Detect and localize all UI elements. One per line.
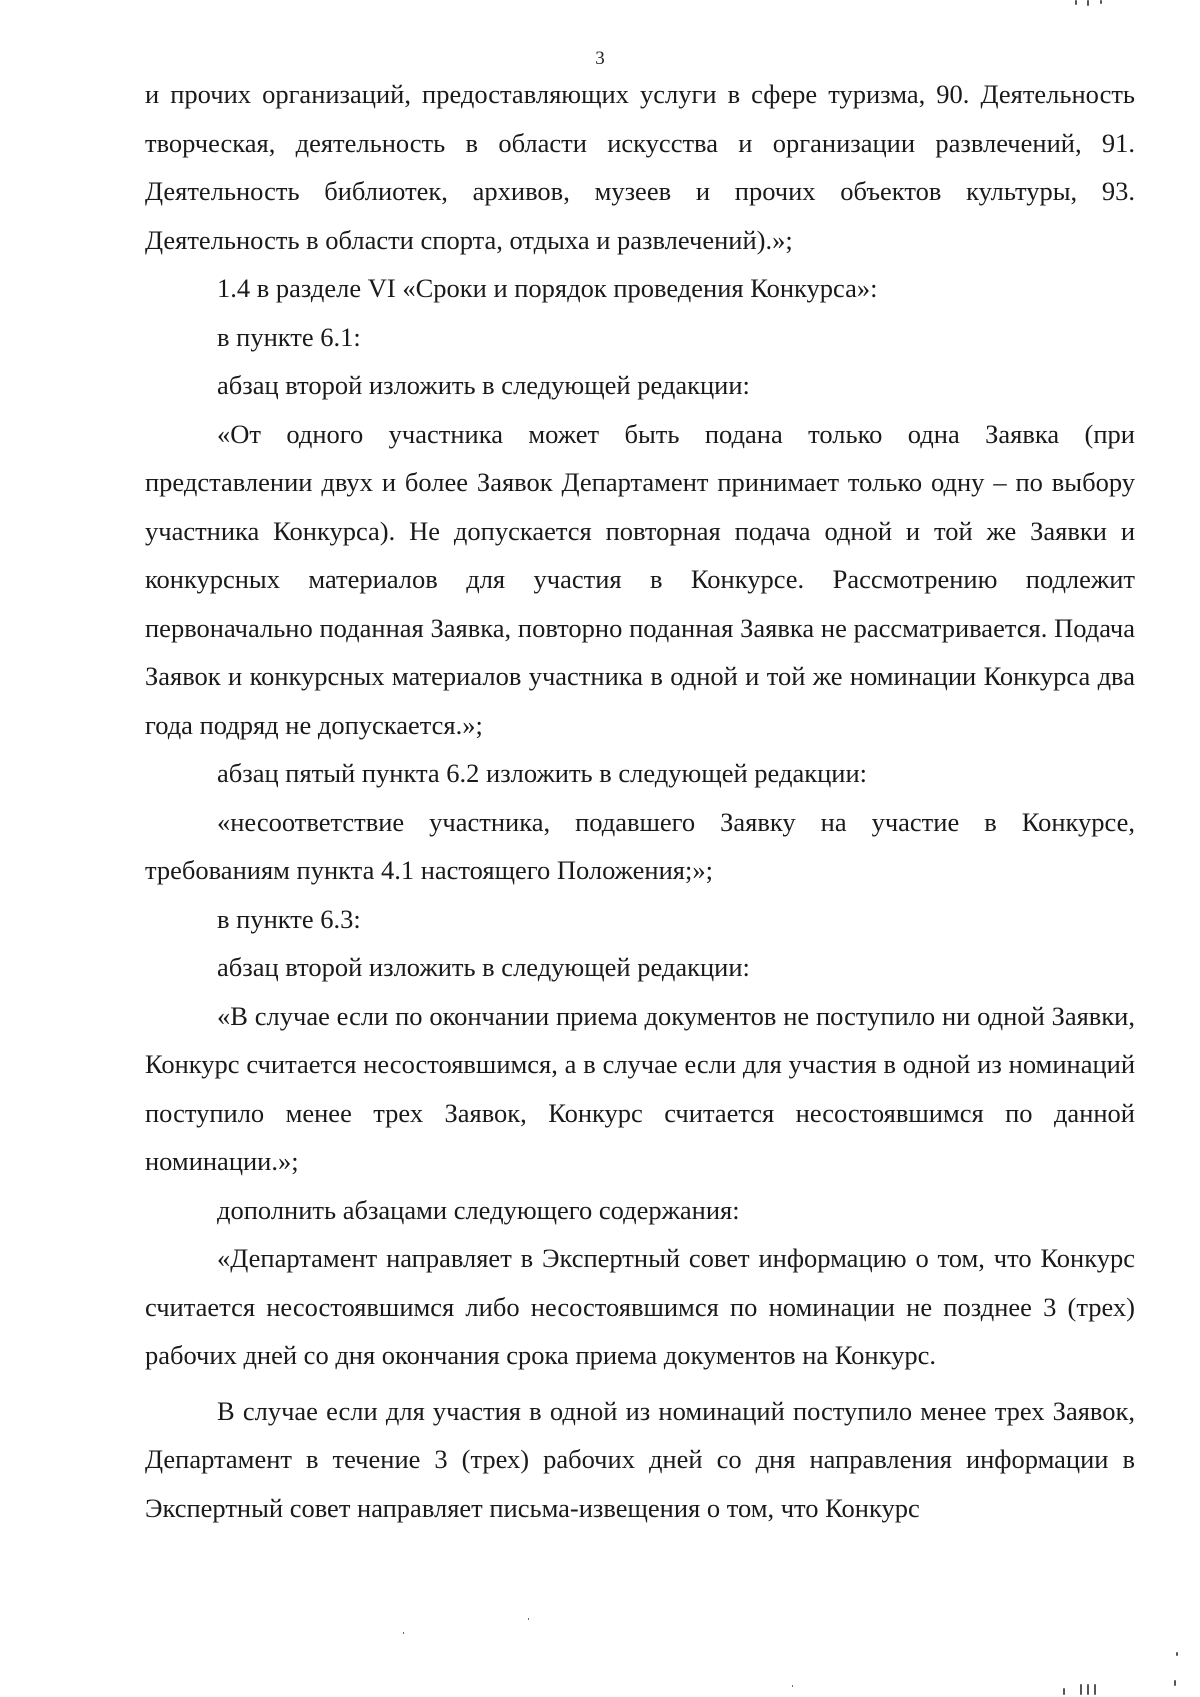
document-body xyxy=(145,70,1135,1532)
scan-artifact xyxy=(1176,1652,1178,1656)
paragraph-quoted-text: «несоответствие участника, подавшего Заявку на участие в Конкурсе, требованиям пункта 4.1 настоящего Положения;»; xyxy=(145,806,1135,885)
paragraph-quoted-text: «В случае если по окончании приема документов не поступило ни одной Заявки, Конкурс считается несостоявшимся, а в случае если для участия в одной из номинаций поступило менее трех Заявок, Конкурс считается несостоявшимся по данной номинации.»; xyxy=(145,1000,1135,1176)
page-number: 3 xyxy=(595,48,605,69)
paragraph-continuation: и прочих организаций, предоставляющих услуги в сфере туризма, 90. Деятельность творческая, деятельность в области искусства и организации развлечений, 91. Деятельность библиотек, архивов, музеев и прочих объектов культуры, 93. Деятельность в области спорта, отдыха и развлечений).»; xyxy=(145,79,1135,255)
scan-artifact xyxy=(1080,1684,1082,1695)
scan-artifact xyxy=(1075,0,1077,5)
paragraph-instruction: абзац пятый пункта 6.2 изложить в следующей редакции: xyxy=(217,758,868,788)
paragraph-clause-6-1: в пункте 6.1: xyxy=(217,321,361,352)
paragraph-instruction: абзац второй изложить в следующей редакции: xyxy=(217,952,750,982)
scan-artifact xyxy=(528,1618,529,1620)
paragraph-quoted-text: «От одного участника может быть подана только одна Заявка (при представлении двух и более Заявок Департамент принимает только одну – по выбору участника Конкурса). Не допускается повторная подача одной и той же Заявки и конкурсных материалов для участия в Конкурсе. Рассмотрению подлежит первоначально поданная Заявка, повторно поданная Заявка не рассматривается. Подача Заявок и конкурсных материалов участника в одной и той же номинации Конкурса два года подряд не допускается.»; xyxy=(145,418,1135,740)
paragraph-clause-6-3: в пункте 6.3: xyxy=(217,903,361,934)
scan-artifact xyxy=(403,1632,404,1634)
paragraph-section-heading: 1.4 в разделе VI «Сроки и порядок проведения Конкурса»: xyxy=(217,273,878,303)
paragraph-quoted-text: «Департамент направляет в Экспертный совет информацию о том, что Конкурс считается несостоявшимся либо несостоявшимся по номинации не позднее 3 (трех) рабочих дней со дня окончания срока приема документов на Конкурс. xyxy=(145,1243,1135,1370)
scan-artifact xyxy=(1063,1688,1065,1695)
scan-artifact xyxy=(1100,0,1102,4)
scan-artifact xyxy=(1174,1680,1176,1686)
scan-artifact xyxy=(1094,1684,1096,1695)
paragraph-instruction: абзац второй изложить в следующей редакции: xyxy=(217,370,750,400)
scan-artifact xyxy=(1087,0,1089,6)
paragraph-instruction: дополнить абзацами следующего содержания: xyxy=(217,1194,740,1225)
scan-artifact xyxy=(792,1685,793,1687)
scan-artifact xyxy=(1087,1684,1089,1695)
paragraph-quoted-text: В случае если для участия в одной из номинаций поступило менее трех Заявок, Департамент в течение 3 (трех) рабочих дней со дня направления информации в Экспертный совет направляет письма-извещения о том, что Конкурс xyxy=(145,1395,1135,1523)
